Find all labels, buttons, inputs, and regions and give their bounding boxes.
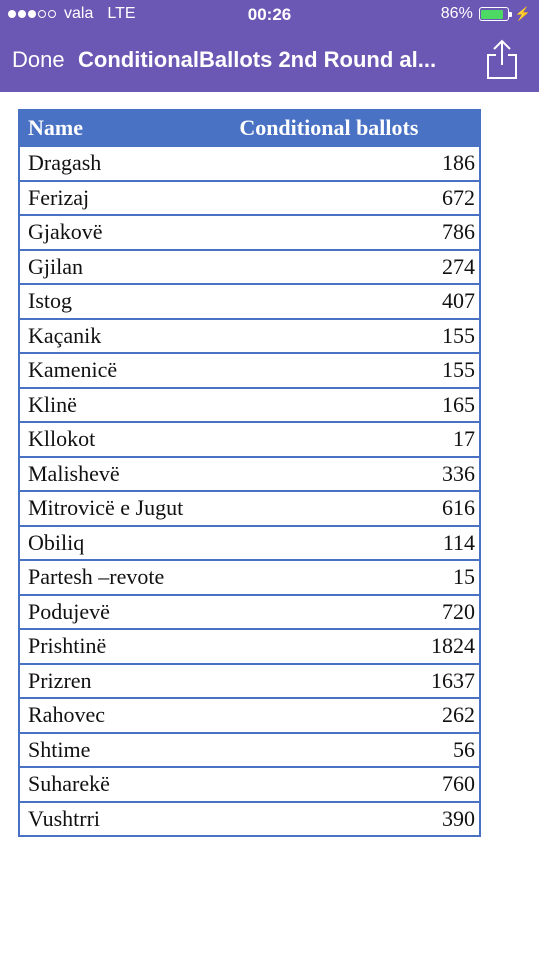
ballot-count: 186 [239,146,480,181]
status-right [441,5,531,23]
municipality-name: Gjakovë [19,215,239,250]
battery-icon [479,7,509,21]
municipality-name: Klinë [19,388,239,423]
municipality-name: Istog [19,284,239,319]
ballot-count: 15 [239,560,480,595]
header-conditional-ballots: Conditional ballots [239,115,419,140]
table-body [19,146,480,836]
table-row [19,457,480,492]
municipality-name: Shtime [19,733,239,768]
ballot-count: 17 [239,422,480,457]
municipality-name: Gjilan [19,250,239,285]
ballot-count: 786 [239,215,480,250]
municipality-name: Rahovec [19,698,239,733]
table-row [19,215,480,250]
ballot-count: 390 [239,802,480,837]
municipality-name: Suharekë [19,767,239,802]
municipality-name: Obiliq [19,526,239,561]
table-row [19,595,480,630]
status-bar [0,0,539,30]
municipality-name: Podujevë [19,595,239,630]
table-row [19,767,480,802]
clock: 00:26 [247,5,292,24]
table-row [19,629,480,664]
municipality-name: Prishtinë [19,629,239,664]
network-type: LTE [107,5,136,22]
ballot-count: 720 [239,595,480,630]
ballot-count: 1824 [239,629,480,664]
header-name: Name [28,115,83,140]
carrier-name: vala [64,5,94,22]
table-row [19,491,480,526]
done-button[interactable]: Done [12,47,65,72]
municipality-name: Dragash [19,146,239,181]
municipality-name: Vushtrri [19,802,239,837]
ballot-count: 155 [239,353,480,388]
municipality-name: Kllokot [19,422,239,457]
ballot-count: 672 [239,181,480,216]
ballot-count: 114 [239,526,480,561]
ballot-count: 262 [239,698,480,733]
charging-icon: ⚡ [514,6,531,21]
table-row [19,319,480,354]
municipality-name: Mitrovicë e Jugut [19,491,239,526]
table-row [19,250,480,285]
table-row [19,733,480,768]
ballot-count: 407 [239,284,480,319]
ballot-count: 165 [239,388,480,423]
ballot-count: 760 [239,767,480,802]
table-row [19,664,480,699]
battery-level [481,10,503,19]
table-header-row [19,110,480,146]
municipality-name: Ferizaj [19,181,239,216]
ballot-count: 616 [239,491,480,526]
ballots-table-container [18,109,481,837]
municipality-name: Kaçanik [19,319,239,354]
table-row [19,698,480,733]
table-row [19,388,480,423]
navigation-bar [0,30,539,92]
table-row [19,181,480,216]
municipality-name: Prizren [19,664,239,699]
share-button[interactable] [484,38,520,80]
ballot-count: 274 [239,250,480,285]
table-row [19,422,480,457]
ballot-count: 56 [239,733,480,768]
ballot-count: 1637 [239,664,480,699]
municipality-name: Kamenicë [19,353,239,388]
ballot-count: 155 [239,319,480,354]
top-bar [0,0,539,92]
conditional-ballots-table [18,109,481,837]
municipality-name: Malishevë [19,457,239,492]
ballot-count: 336 [239,457,480,492]
table-row [19,526,480,561]
share-icon [484,38,520,80]
table-row [19,802,480,837]
battery-percent: 86% [440,5,473,22]
table-row [19,560,480,595]
document-title: ConditionalBallots 2nd Round al... [78,47,437,72]
municipality-name: Partesh –revote [19,560,239,595]
table-row [19,284,480,319]
table-row [19,353,480,388]
table-row [19,146,480,181]
